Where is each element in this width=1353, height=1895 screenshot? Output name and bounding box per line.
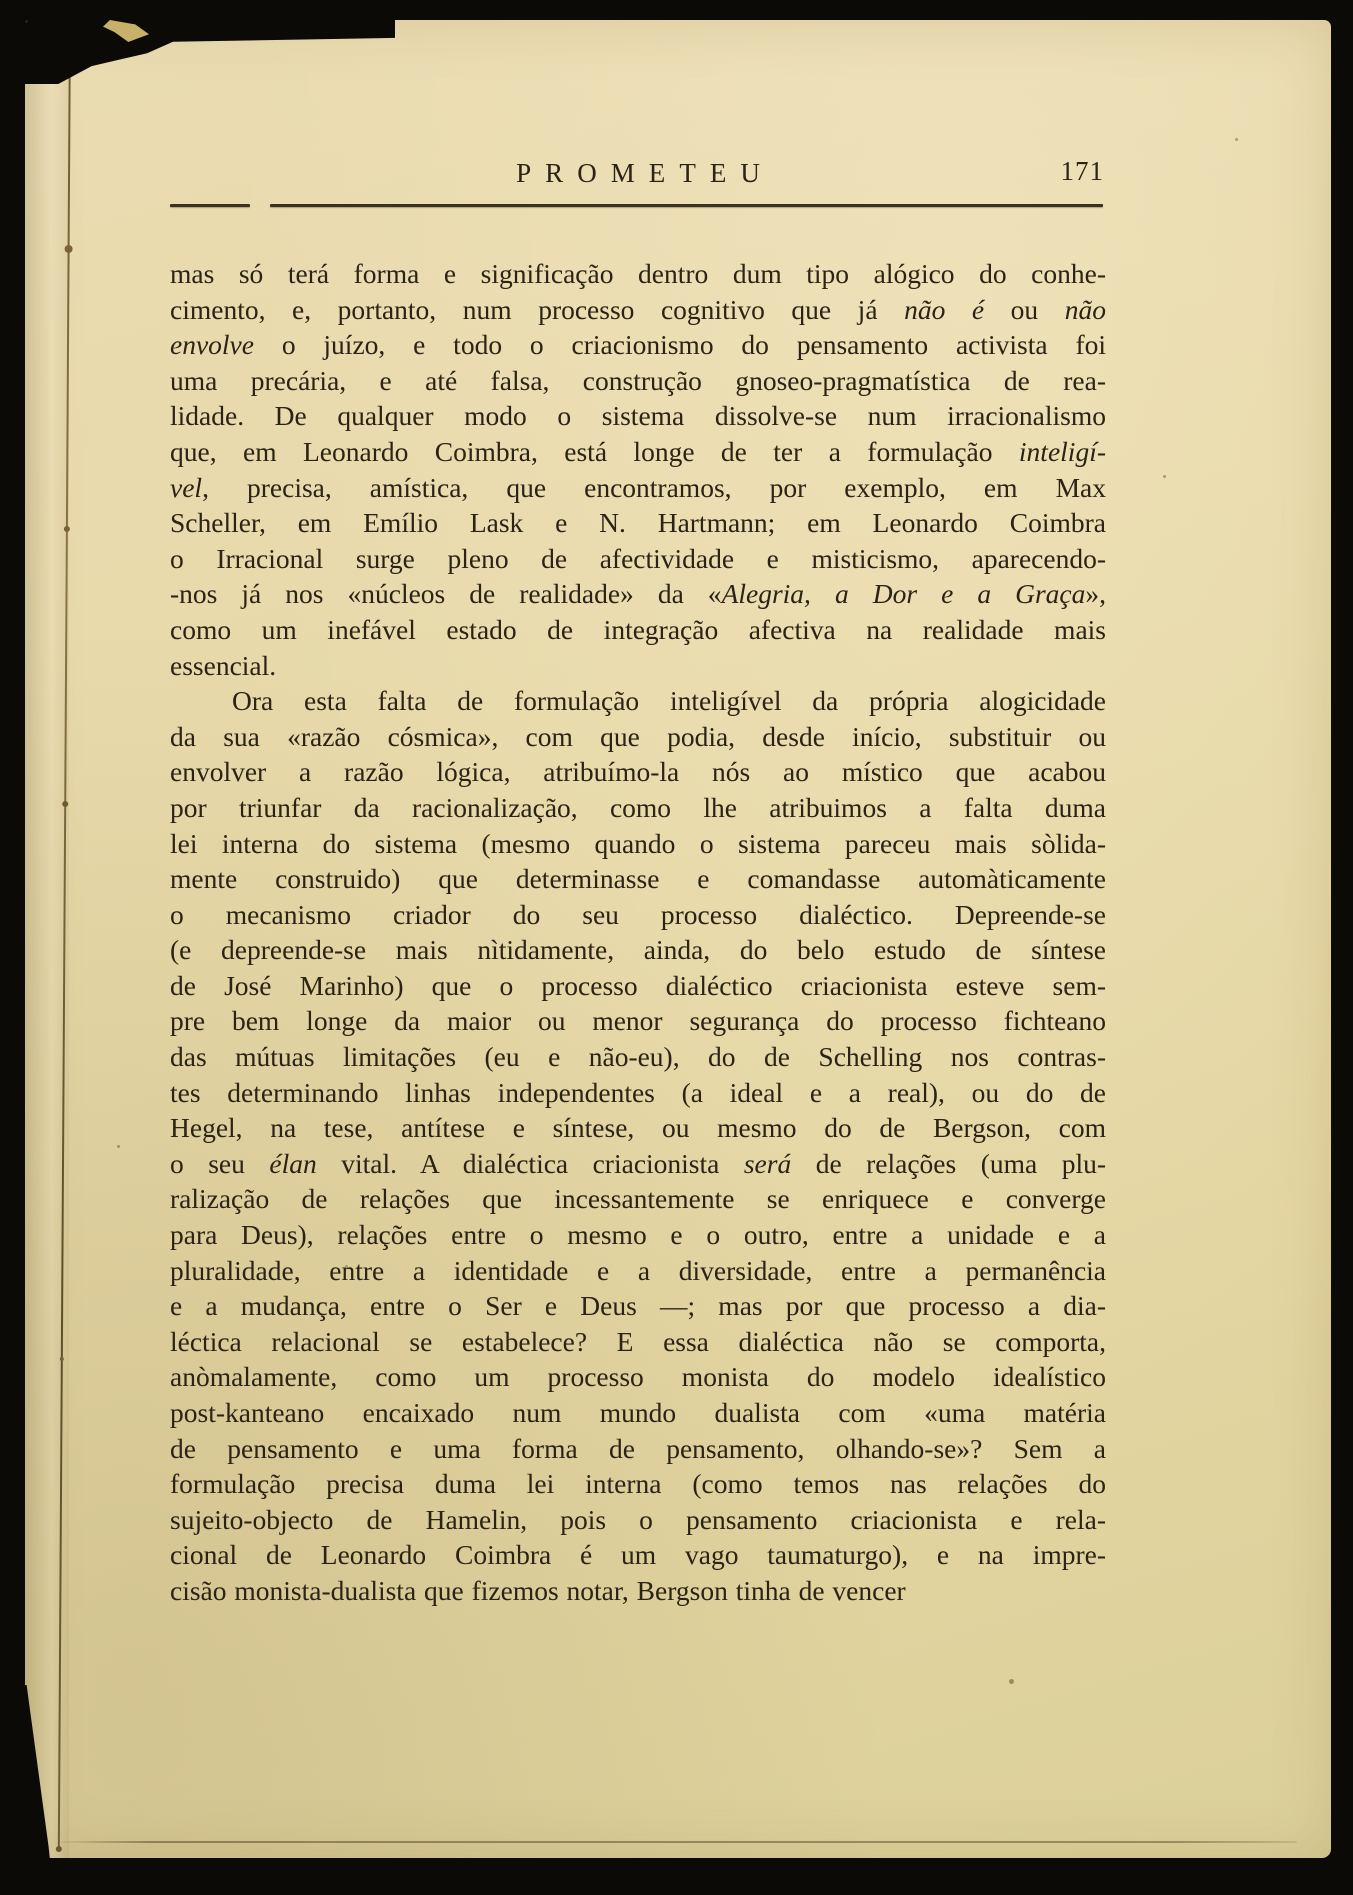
text-line: léctica relacional se estabelece? E essa dialéctica não se comporta, bbox=[170, 1325, 1106, 1357]
text-line: que, em Leonardo Coimbra, está longe de ter a formulação inteligí- bbox=[170, 435, 1106, 467]
text-line: Hegel, na tese, antítese e síntese, ou mesmo do de Bergson, com bbox=[170, 1112, 1106, 1144]
text-line: (e depreende-se mais nìtidamente, ainda, do belo estudo de síntese bbox=[170, 934, 1106, 966]
text-line: por triunfar da racionalização, como lhe atribuimos a falta duma bbox=[170, 791, 1106, 823]
text-line: cimento, e, portanto, num processo cognitivo que já não é ou não bbox=[170, 293, 1106, 325]
text-line: de pensamento e uma forma de pensamento, olhando-se»? Sem a bbox=[170, 1432, 1106, 1464]
text-line: Scheller, em Emílio Lask e N. Hartmann; em Leonardo Coimbra bbox=[170, 507, 1106, 539]
text-line: vel, precisa, amística, que encontramos, por exemplo, em Max bbox=[170, 471, 1106, 503]
text-line: o seu élan vital. A dialéctica criacionista será de relações (uma plu- bbox=[170, 1147, 1106, 1179]
text-line: lei interna do sistema (mesmo quando o sistema pareceu mais sòlida- bbox=[170, 827, 1106, 859]
text-line: tes determinando linhas independentes (a ideal e a real), ou do de bbox=[170, 1076, 1106, 1108]
body-text bbox=[170, 256, 1106, 1609]
text-line: essencial. bbox=[170, 649, 277, 681]
text-line: da sua «razão cósmica», com que podia, desde início, substituir ou bbox=[170, 720, 1106, 752]
text-line: envolve o juízo, e todo o criacionismo do pensamento activista foi bbox=[170, 329, 1106, 361]
text-line: de José Marinho) que o processo dialéctico criacionista esteve sem- bbox=[170, 969, 1106, 1001]
text-line: cional de Leonardo Coimbra é um vago taumaturgo), e na impre- bbox=[170, 1539, 1106, 1571]
text-line: como um inefável estado de integração afectiva na realidade mais bbox=[170, 613, 1106, 645]
text-line: para Deus), relações entre o mesmo e o outro, entre a unidade e a bbox=[170, 1219, 1106, 1251]
header-rule-left-segment bbox=[170, 204, 250, 207]
page-header bbox=[170, 158, 1106, 204]
text-line: mente construido) que determinasse e comandasse automàticamente bbox=[170, 863, 1106, 895]
text-line: sujeito-objecto de Hamelin, pois o pensamento criacionista e rela- bbox=[170, 1503, 1106, 1535]
scan-tear-corner bbox=[25, 20, 395, 84]
paper-speckles bbox=[25, 20, 28, 23]
text-line: uma precária, e até falsa, construção gnoseo-pragmatística de rea- bbox=[170, 364, 1106, 396]
text-line: lidade. De qualquer modo o sistema dissolve-se num irracionalismo bbox=[170, 400, 1106, 432]
text-line: Ora esta falta de formulação inteligível da própria alogicidade bbox=[232, 685, 1106, 717]
text-line: e a mudança, entre o Ser e Deus —; mas por que processo a dia- bbox=[170, 1290, 1106, 1322]
header-rule-main-segment bbox=[270, 204, 1103, 207]
text-line: o mecanismo criador do seu processo dialéctico. Depreende-se bbox=[170, 898, 1106, 930]
text-line: pluralidade, entre a identidade e a diversidade, entre a permanência bbox=[170, 1254, 1106, 1286]
text-line: post-kanteano encaixado num mundo dualista com «uma matéria bbox=[170, 1397, 1106, 1428]
text-line: anòmalamente, como um processo monista do modelo idealístico bbox=[170, 1361, 1106, 1393]
text-line: das mútuas limitações (eu e não-eu), do de Schelling nos contras- bbox=[170, 1041, 1106, 1073]
text-line: pre bem longe da maior ou menor segurança do processo fichteano bbox=[170, 1005, 1106, 1037]
book-page bbox=[25, 20, 1331, 1858]
text-line: envolver a razão lógica, atribuímo-la nós ao místico que acabou bbox=[170, 756, 1106, 788]
printed-content bbox=[170, 158, 1106, 1609]
text-line: -nos já nos «núcleos de realidade» da «Alegria, a Dor e a Graça», bbox=[170, 578, 1106, 610]
page-number: 171 bbox=[1060, 156, 1104, 186]
underlying-page-edge bbox=[51, 1841, 1297, 1843]
text-line: formulação precisa duma lei interna (como temos nas relações do bbox=[170, 1468, 1106, 1500]
text-line: cisão monista-dualista que fizemos notar, Bergson tinha de vencer bbox=[170, 1574, 906, 1606]
running-title: PROMETEU bbox=[516, 158, 774, 188]
text-line: mas só terá forma e significação dentro dum tipo alógico do conhe- bbox=[170, 258, 1106, 289]
text-line: ralização de relações que incessantemente se enriquece e converge bbox=[170, 1183, 1106, 1215]
text-line: o Irracional surge pleno de afectividade e misticismo, aparecendo- bbox=[170, 542, 1106, 574]
